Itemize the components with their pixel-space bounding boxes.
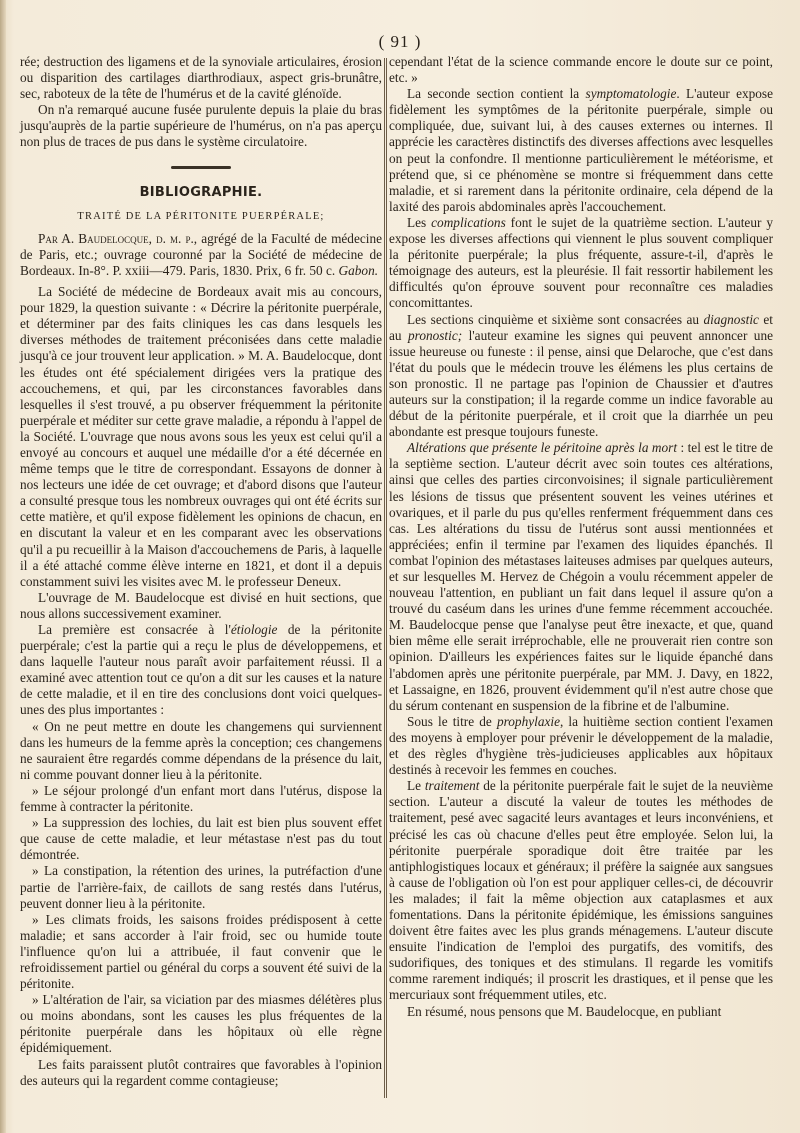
- text-run: Les sections cinquième et sixième sont consacrées au: [407, 311, 704, 327]
- intro-paragraph: rée; destruction des ligamens et de la synoviale articulaires, érosion ou disparition des cartilages diarthrodiaux, aspect gris-brunâtre, sec, raboteux de la tête de l'humérus et de la cavité glénoïde.: [20, 54, 382, 102]
- review-paragraph: [389, 778, 773, 1003]
- text-run: . L'auteur expose fidèlement les symptômes de la péritonite puerpérale, simple ou compliquée, due, suivant lui, à des causes externes ou internes. Il apprécie les caractères distinctifs des diverses affections avec lesquelles on peut la confondre. Il mentionne particulièrement le météorisme, et prétend que, si ce phénomène se montre si fréquemment dans cette maladie, et si rarement dans la péritonite ordinaire, cela dépend de la laxité des parois abdominales après l'accouchement.: [389, 86, 774, 214]
- text-run: l'auteur examine les signes qui peuvent annoncer une issue heureuse ou funeste : il pense, ainsi que Delaroche, que c'est dans l'état du pouls que le médecin trouve les élémens les plus certains de son pronostic. Il ne partage pas l'opinion de Chaussier et d'autres auteurs sur la constipation; il la regarde comme un indice favorable au début de la péritonite puerpérale, et il croit que la diarrhée un peu abondante est presque toujours funeste.: [389, 327, 773, 440]
- intro-paragraph: On n'a remarqué aucune fusée purulente depuis la plaie du bras jusqu'auprès de la partie supérieure de l'humérus, on n'a pas aperçu non plus de traces de pus dans le système circulatoire.: [20, 102, 382, 150]
- emphasis: diagnostic: [703, 311, 759, 327]
- emphasis: étiologie: [230, 622, 278, 637]
- review-paragraph: La Société de médecine de Bordeaux avait mis au concours, pour 1829, la question suivante : « Décrire la péritonite puerpérale, et déterminer par des faits cliniques les cas dans lesquels les diverses méthodes de traitement préconisées dans cette maladie jusqu'à ce jour trouvent leur application. » M. A. Baudelocque, dont les études ont été spécialement dirigées vers la pratique des accouchemens, et qui, par les circonstances favorables dans lesquelles il s'est trouvé, a pu observer fréquemment la péritonite puerpérale et méditer sur cette grave maladie, a répondu à l'appel de la Société. L'ouvrage que nous avons sous les yeux est celui qu'il a envoyé au concours et auquel une médaille d'or a été décernée en même temps que le titre de correspondant. Essayons de donner à nos lecteurs une idée de cet ouvrage; et d'abord disons que l'auteur a consulté presque tous les nombreux ouvrages qui ont été écrits sur cette matière, et qu'il expose fidèlement les opinions de chacun, en en discutant la valeur et en les comparant avec les observations qu'il a pu recueillir à la Maison d'accouchemens de Paris, à laquelle il a été attaché comme élève interne en 1821, et dont il a depuis constamment suivi les visites avec M. le professeur Deneux.: [20, 284, 382, 589]
- review-paragraph: Les faits paraissent plutôt contraires que favorables à l'opinion des auteurs qui la regardent comme contagieuse;: [20, 1056, 382, 1088]
- quote-paragraph: « On ne peut mettre en doute les changemens qui surviennent dans les humeurs de la femme après la conception; ces changemens ne sauraient être regardés comme dépendans de la présence du lait, ni comme pouvant donner lieu à la péritonite.: [20, 718, 382, 782]
- quote-paragraph: » L'altération de l'air, sa viciation par des miasmes délétères plus ou moins abondans, sont les causes les plus fréquentes de la péritonite puerpérale dans les hôpitaux où elle règne épidémiquement.: [20, 992, 382, 1056]
- text-run: font le sujet de la quatrième section. L'auteur y expose les diverses affections qui viennent le plus souvent compliquer la péritonite puerpérale; la plus fréquente, assure-t-il, d'après le témoignage des auteurs, est la pleurésie. Il fait ressortir habilement les difficultés qu'on éprouve souvent pour reconnaître ces maladies concomittantes.: [389, 214, 773, 311]
- text-run: Les: [407, 214, 432, 230]
- text-run: : tel est le titre de la septième section. L'auteur décrit avec soin toutes ces altérations, ainsi que celles des parties circonvoisines; il signale particulièrement les lésions de tissus que présentent souvent les veines utérines et ovariques, et il parle du pus qu'elles renferment fréquemment dans ces cas. Les altérations du tissu de l'utérus sont aussi mentionnées et appréciées; enfin il termine par l'examen des liquides épanchés. Il combat l'opinion des métastases laiteuses admises par quelques auteurs, et sur lesquelles M. Hervez de Chégoin a voulu récemment appeler de nouveau l'attention, en publiant un fait dans lequel il assure qu'on a trouvé du caséum dans les urines d'une femme récemment accouchée. M. Baudelocque pense que l'analyse peut être inexacte, et que, quand bien même elle serait irréprochable, elle ne prouverait rien contre son opinion. D'ailleurs les expériences faites sur le liquide épanché dans l'abdomen après une péritonite puerpérale, par MM. J. Davy, en 1822, et Lassaigne, en 1826, prouvent évidemment qu'il n'est autre chose que du sérum contenant en suspension de la fibrine et de l'albumine.: [389, 440, 773, 713]
- emphasis: traitement: [424, 778, 480, 794]
- emphasis: symptomatologie: [585, 86, 677, 102]
- text-run: La seconde section contient la: [407, 86, 586, 102]
- review-paragraph: [389, 86, 773, 215]
- emphasis: pronostic;: [407, 327, 463, 343]
- review-paragraph: [20, 622, 382, 719]
- section-heading: BIBLIOGRAPHIE.: [139, 184, 263, 200]
- text-run: et au: [389, 311, 773, 343]
- left-column: [20, 54, 382, 1089]
- book-reference: agrégé de la Faculté de médecine de Paris, etc.; ouvrage couronné par la Société de médecine de Bordeaux. In-8°. P. xxiii—479. Paris, 1830. Prix, 6 fr. 50 c.: [20, 230, 383, 278]
- book-citation: [20, 231, 382, 279]
- quote-paragraph: » La constipation, la rétention des urines, la putréfaction d'une partie de l'arrière-faix, de caillots de sang restés dans l'utérus, peuvent donner lieu à la péritonite.: [20, 863, 382, 911]
- binding-edge: [0, 0, 6, 1133]
- review-paragraph: cependant l'état de la science commande encore le doute sur ce point, etc. »: [389, 54, 773, 86]
- text-run: Le: [407, 778, 425, 794]
- review-paragraph: [389, 440, 773, 714]
- book-publisher: Gabon.: [335, 262, 379, 278]
- text-run: Sous le titre de: [407, 713, 497, 729]
- book-author: Par A. Baudelocque, d. m. p.,: [38, 230, 198, 246]
- page-number: ( 91 ): [378, 32, 422, 51]
- emphasis: Altérations que présente le péritoine après la mort: [407, 440, 678, 456]
- right-column: [389, 54, 773, 1020]
- article-title: TRAITÉ DE LA PÉRITONITE PUERPÉRALE;: [77, 210, 325, 222]
- text-run: La première est consacrée à l': [38, 622, 231, 637]
- quote-paragraph: » La suppression des lochies, du lait est bien plus souvent effet que cause de cette maladie, et leur métastase n'est pas du tout démontrée.: [20, 815, 382, 863]
- review-paragraph: [389, 312, 773, 441]
- text-run: de la péritonite puerpérale; c'est la partie qui a reçu le plus de développemens, et dans laquelle l'auteur nous paraît avoir parfaitement réussi. Il a examiné avec attention tout ce qu'on a dit sur les causes et la nature de cette maladie, et il en tire des conclusions dont voici quelques-unes des plus importantes :: [20, 622, 382, 718]
- review-paragraph: En résumé, nous pensons que M. Baudelocque, en publiant: [407, 1003, 722, 1019]
- review-paragraph: [389, 215, 773, 312]
- review-paragraph: [389, 714, 773, 778]
- column-divider: [384, 58, 388, 1098]
- emphasis: prophylaxie: [496, 713, 560, 729]
- review-paragraph: L'ouvrage de M. Baudelocque est divisé en huit sections, que nous allons successivement examiner.: [20, 589, 382, 621]
- quote-paragraph: » Le séjour prolongé d'un enfant mort dans l'utérus, dispose la femme à contracter la péritonite.: [20, 782, 382, 815]
- text-run: , la huitième section contient l'examen des moyens à employer pour prévenir le développement de la maladie, et des règles d'hygiène très-judicieuses applicables aux hôpitaux destinés à recevoir les femmes en couches.: [389, 713, 774, 778]
- emphasis: complications: [431, 214, 506, 230]
- divider-ornament: [20, 159, 382, 167]
- quote-paragraph: » Les climats froids, les saisons froides prédisposent à cette maladie; et sans accorder à l'air froid, sec ou humide toute l'influence qu'on lui a attribuée, il faut convenir que le refroidissement partiel ou général du corps a souvent été suivi de la péritonite.: [20, 911, 382, 992]
- text-run: de la péritonite puerpérale fait le sujet de la neuvième section. L'auteur a discuté la valeur de toutes les méthodes de traitement, pesé avec sagacité leurs avantages et leurs inconvéniens, et précisé les cas où chacune d'elles peut être employée. Selon lui, la péritonite puerpérale sporadique doit être traitée par les antiphlogistiques locaux et généraux; il préfère la saignée aux sangsues à cause de l'obligation où l'on est pour appliquer celles-ci, de découvrir les malades; il fait la même objection aux cataplasmes et aux fomentations. Dans la péritonite épidémique, les émissions sanguines doivent être faites avec les plus grands ménagemens. L'auteur discute ensuite l'indication de l'emploi des purgatifs, des vomitifs, des sudorifiques, des toniques et des stimulans. Il regarde les vomitifs comme rarement indiqués; il proscrit les drastiques, et il pense que les mercuriaux sont fréquemment utiles, etc.: [389, 778, 773, 1003]
